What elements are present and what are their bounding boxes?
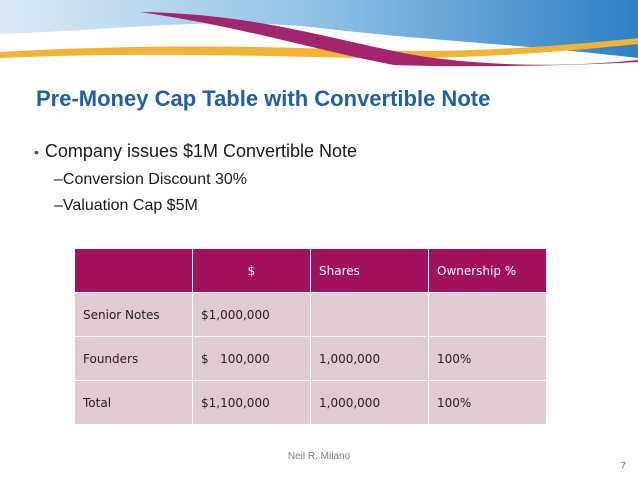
row-founders-ownership: 100% — [429, 337, 547, 381]
row-total-amount: $1,100,000 — [193, 381, 311, 425]
header-cell-shares: Shares — [311, 249, 429, 293]
cap-table — [74, 248, 547, 425]
row-founders-shares: 1,000,000 — [311, 337, 429, 381]
page-number: 7 — [620, 461, 626, 472]
sub-bullet-1: –Conversion Discount 30% — [54, 171, 247, 188]
sub-bullet-2-text: Valuation Cap $5M — [62, 197, 198, 214]
row-founders-amount: $ 100,000 — [193, 337, 311, 381]
main-bullet-text: Company issues $1M Convertible Note — [44, 141, 358, 161]
row-total-shares: 1,000,000 — [311, 381, 429, 425]
header-cell-ownership: Ownership % — [429, 249, 547, 293]
slide-title: Pre-Money Cap Table with Convertible Note — [36, 86, 491, 111]
header-cell-dollars: $ — [193, 249, 311, 293]
row-total-label: Total — [75, 381, 193, 425]
row-total-ownership: 100% — [429, 381, 547, 425]
footer-author: Neil R. Milano — [287, 451, 351, 462]
header-cell-blank — [75, 249, 193, 293]
sub-bullet-2: –Valuation Cap $5M — [54, 197, 198, 214]
table-row — [75, 337, 547, 381]
sub-bullet-1-text: Conversion Discount 30% — [62, 171, 247, 188]
table-row — [75, 381, 547, 425]
table-header-row — [75, 249, 547, 293]
table-row — [75, 293, 547, 337]
main-bullet — [34, 141, 357, 162]
row-senior-notes-shares — [311, 293, 429, 337]
row-founders-label: Founders — [75, 337, 193, 381]
row-senior-notes-ownership — [429, 293, 547, 337]
row-senior-notes-label: Senior Notes — [75, 293, 193, 337]
decorative-wave-banner — [0, 0, 638, 80]
bullet-dot-icon: • — [34, 144, 39, 160]
row-senior-notes-amount: $1,000,000 — [193, 293, 311, 337]
